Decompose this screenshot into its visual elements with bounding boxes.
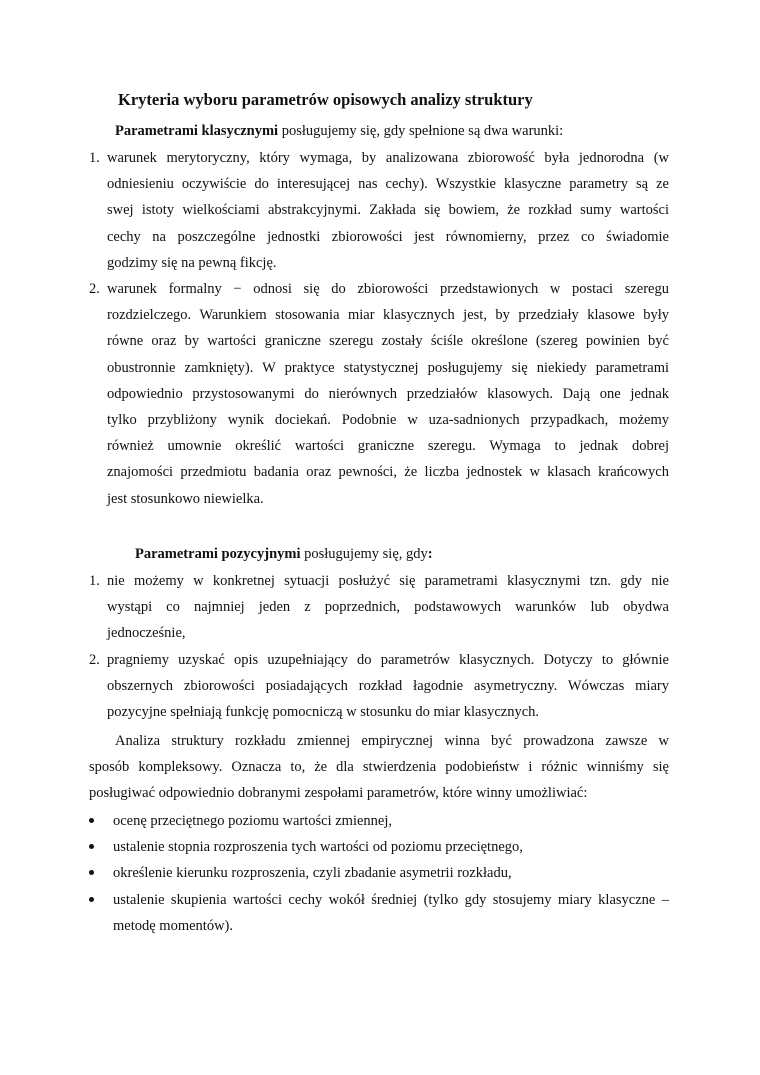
text-line: odpowiednio przystosowanymi do nierównych przedziałów klasowych. Dają one jednak: [107, 385, 669, 402]
text-line: pragniemy uzyskać opis uzupełniający do parametrów klasycznych. Dotyczy to głównie: [107, 651, 669, 668]
list-number: 2.: [89, 281, 100, 298]
positional-intro: [135, 541, 433, 567]
text-line: jest stosunkowo niewielka.: [107, 490, 264, 507]
bullet-icon: [89, 844, 94, 849]
positional-intro-bold: Parametrami pozycyjnymi: [135, 546, 301, 562]
text-line: godzimy się na pewną fikcję.: [107, 254, 277, 271]
text-line: cechy na poszczególne jednostki zbiorowości jest równomierny, przez co świadomie: [107, 228, 669, 245]
list-number: 2.: [89, 651, 100, 668]
list-item: [0, 145, 760, 276]
analysis-goals-list: [0, 808, 760, 939]
text-line: ustalenie stopnia rozproszenia tych wartości od poziomu przeciętnego,: [113, 839, 523, 856]
document-title: Kryteria wyboru parametrów opisowych analizy struktury: [118, 90, 533, 109]
list-number: 1.: [89, 150, 100, 166]
text-line: wystąpi co najmniej jeden z poprzednich, podstawowych warunków lub obydwa: [107, 599, 669, 616]
classical-intro-text: posługujemy się, gdy spełnione są dwa warunki:: [278, 123, 564, 139]
classical-intro-bold: Parametrami klasycznymi: [115, 123, 279, 139]
bullet-icon: [89, 870, 94, 875]
text-line: obszernych zbiorowości posiadających rozkład łagodnie asymetryczny. Wówczas miary: [107, 677, 669, 694]
text-line: metodę momentów).: [113, 917, 234, 934]
list-item: [0, 808, 760, 834]
analysis-paragraph: [89, 728, 669, 807]
text-line: określenie kierunku rozproszenia, czyli zbadanie asymetrii rozkładu,: [113, 865, 512, 882]
text-line: odniesieniu oczywiście do interesującej nas cechy). Wszystkie klasyczne parametry są ze: [107, 176, 669, 193]
text-line: warunek formalny − odnosi się do zbiorowości przedstawionych w postaci szeregu: [107, 281, 669, 298]
text-line: tylko przybliżony wynik dociekań. Podobnie w uza-sadnionych przypadkach, możemy: [107, 412, 669, 429]
text-line: ustalenie skupienia wartości cechy wokół średniej (tylko gdy stosujemy miary klasyczne –: [113, 891, 669, 908]
list-item: [0, 834, 760, 860]
classical-conditions-list: [0, 145, 760, 512]
text-line: warunek merytoryczny, który wymaga, by analizowana zbiorowość była jednorodna (w: [107, 150, 669, 166]
positional-conditions-list: [0, 568, 760, 725]
list-item: [0, 647, 760, 726]
list-item: [0, 276, 760, 512]
list-item: [0, 568, 760, 647]
text-line: znajomości przedmiotu badania oraz pewności, że liczba jednostek w klasach krańcowych: [107, 464, 669, 481]
text-line: pozycyjne spełniają funkcję pomocniczą w stosunku do miar klasycznych.: [107, 704, 540, 721]
text-line: nie możemy w konkretnej sytuacji posłużyć się parametrami klasycznymi tzn. gdy nie: [107, 573, 669, 589]
bullet-icon: [89, 897, 94, 902]
bullet-icon: [89, 818, 94, 823]
text-line: swej istoty wielkościami abstrakcyjnymi. Zakłada się bowiem, że rozkład sumy wartości: [107, 202, 669, 219]
text-line: posługiwać odpowiednio dobranymi zespołami parametrów, które winny umożliwiać:: [89, 785, 588, 802]
text-line: jednocześnie,: [107, 625, 186, 642]
list-item: [0, 860, 760, 886]
list-item: [0, 887, 760, 939]
positional-intro-colon: :: [427, 546, 433, 562]
text-line: obustronnie zamknięty). W praktyce statystycznej posługujemy się niekiedy parametrami: [107, 359, 669, 376]
text-line: równe oraz by wartości graniczne szeregu zostały ściśle określone (szereg powinien być: [107, 333, 669, 350]
text-line: również umownie określić wartości graniczne szeregu. Wymaga to jednak dobrej: [107, 438, 669, 455]
text-line: rozdzielczego. Warunkiem stosowania miar klasycznych jest, by przedziały klasowe były: [107, 307, 669, 324]
text-line: Analiza struktury rozkładu zmiennej empirycznej winna być prowadzona zawsze w: [115, 733, 669, 749]
text-line: sposób kompleksowy. Oznacza to, że dla stwierdzenia podobieństw i różnic winniśmy się: [89, 759, 669, 776]
classical-intro: [115, 118, 563, 144]
text-line: ocenę przeciętnego poziomu wartości zmiennej,: [113, 813, 393, 829]
list-number: 1.: [89, 573, 100, 589]
positional-intro-text: posługujemy się, gdy: [300, 546, 428, 562]
